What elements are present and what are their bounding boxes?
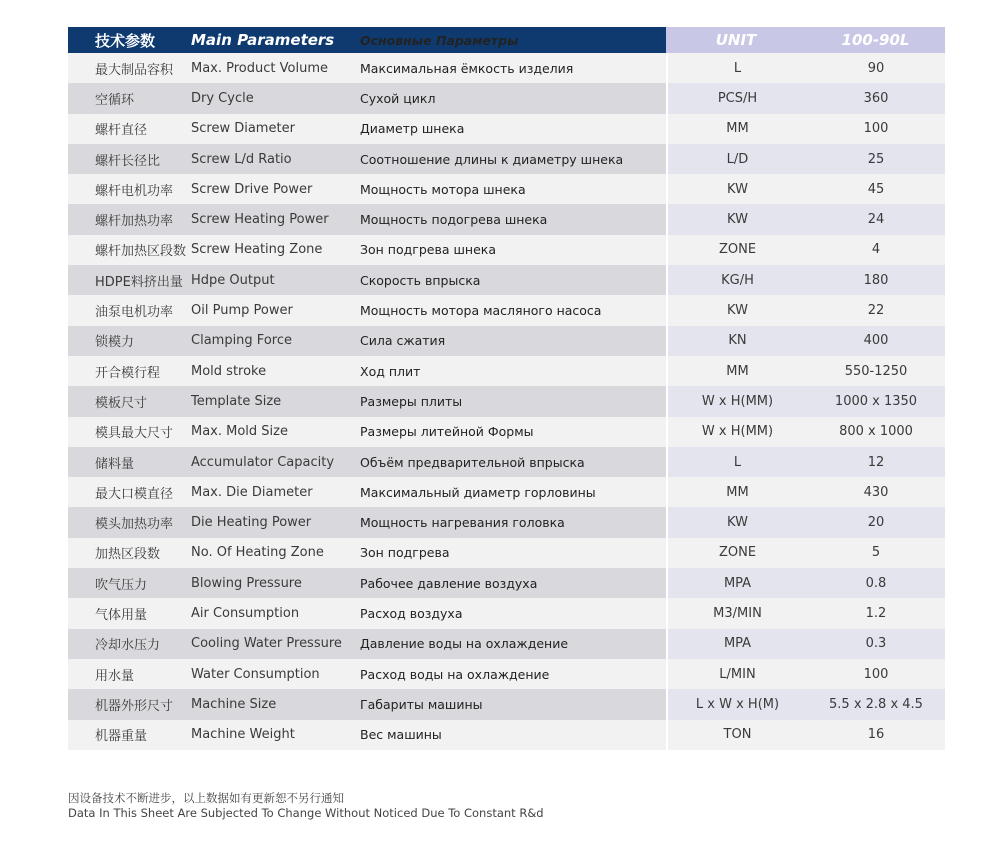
cell-en: Max. Die Diameter	[191, 484, 313, 500]
cell-value: 0.8	[865, 575, 887, 591]
row-right-band	[668, 356, 945, 386]
cell-en: Screw Heating Power	[191, 212, 329, 228]
header-right-band	[666, 27, 945, 53]
cell-en: Mold stroke	[191, 363, 267, 379]
row-right-band	[668, 659, 945, 689]
table-row	[68, 538, 945, 568]
cell-unit: MM	[726, 363, 749, 379]
cell-en: No. Of Heating Zone	[191, 545, 324, 561]
cell-value: 25	[867, 151, 885, 167]
row-right-band	[668, 295, 945, 325]
table-header	[68, 27, 945, 53]
cell-ru: Габариты машины	[360, 696, 483, 712]
cell-en: Screw Drive Power	[191, 181, 313, 197]
footnote-en: Data In This Sheet Are Subjected To Change Without Noticed Due To Constant R&d	[68, 806, 544, 820]
cell-en: Machine Weight	[191, 727, 295, 743]
cell-ru: Максимальный диаметр горловины	[360, 484, 596, 500]
cell-unit: PCS/H	[717, 90, 758, 106]
cell-en: Die Heating Power	[191, 515, 312, 531]
cell-ru: Ход плит	[360, 363, 421, 379]
cell-ru: Сухой цикл	[360, 90, 436, 106]
cell-en: Blowing Pressure	[191, 575, 302, 591]
header-ru: Основные Параметры	[360, 32, 519, 48]
table-row	[68, 144, 945, 174]
cell-unit: MM	[726, 121, 749, 137]
cell-zh: 吹气压力	[95, 577, 148, 593]
table-row	[68, 447, 945, 477]
cell-value: 5.5 x 2.8 x 4.5	[829, 696, 923, 712]
row-right-band	[668, 689, 945, 719]
cell-ru: Давление воды на охлаждение	[360, 636, 569, 652]
cell-unit: L	[733, 454, 742, 470]
table-row	[68, 53, 945, 83]
cell-zh: 模头加热功率	[95, 517, 174, 533]
cell-ru: Сила сжатия	[360, 333, 446, 349]
cell-ru: Расход воздуха	[360, 605, 463, 621]
cell-ru: Мощность мотора шнека	[360, 181, 526, 197]
cell-value: 5	[871, 545, 881, 561]
header-unit: UNIT	[715, 31, 757, 49]
row-right-band	[668, 507, 945, 537]
cell-value: 100	[863, 666, 889, 682]
row-right-band	[668, 629, 945, 659]
table-row	[68, 720, 945, 750]
row-right-band	[668, 477, 945, 507]
row-left-band	[68, 720, 666, 750]
cell-zh: 模具最大尺寸	[95, 426, 174, 442]
cell-unit: M3/MIN	[713, 605, 762, 621]
cell-ru: Максимальная ёмкость изделия	[360, 60, 574, 76]
table-row	[68, 568, 945, 598]
cell-value: 22	[867, 303, 885, 319]
cell-en: Template Size	[191, 393, 282, 409]
row-right-band	[668, 568, 945, 598]
table-row	[68, 204, 945, 234]
footnote-zh: 因设备技术不断进步，以上数据如有更新恕不另行通知	[68, 791, 344, 805]
cell-unit: L/MIN	[719, 666, 756, 682]
row-right-band	[668, 417, 945, 447]
cell-unit: KN	[728, 333, 747, 349]
cell-zh: 螺杆直径	[95, 123, 148, 139]
cell-zh: HDPE料挤出量	[95, 274, 183, 290]
row-right-band	[668, 174, 945, 204]
cell-en: Cooling Water Pressure	[191, 636, 342, 652]
cell-ru: Мощность мотора масляного насоса	[360, 303, 602, 319]
cell-unit: W x H(MM)	[701, 424, 774, 440]
cell-value: 1000 x 1350	[834, 393, 918, 409]
table-row	[68, 174, 945, 204]
row-right-band	[668, 83, 945, 113]
cell-ru: Мощность подогрева шнека	[360, 212, 548, 228]
header-zh: 技术参数	[95, 31, 156, 50]
cell-value: 4	[871, 242, 881, 258]
row-left-band	[68, 538, 666, 568]
cell-value: 180	[863, 272, 889, 288]
cell-en: Water Consumption	[191, 666, 320, 682]
table-row	[68, 417, 945, 447]
table-row	[68, 235, 945, 265]
cell-value: 100	[863, 121, 889, 137]
cell-value: 1.2	[865, 605, 887, 621]
row-right-band	[668, 144, 945, 174]
cell-unit: MPA	[723, 636, 752, 652]
row-left-band	[68, 477, 666, 507]
row-right-band	[668, 53, 945, 83]
row-right-band	[668, 447, 945, 477]
row-left-band	[68, 295, 666, 325]
row-left-band	[68, 629, 666, 659]
cell-zh: 最大制品容积	[95, 62, 174, 78]
cell-value: 360	[863, 90, 889, 106]
table-row	[68, 659, 945, 689]
row-left-band	[68, 568, 666, 598]
cell-unit: KW	[727, 515, 748, 531]
cell-zh: 螺杆电机功率	[95, 183, 174, 199]
cell-zh: 螺杆长径比	[95, 153, 161, 169]
table-row	[68, 598, 945, 628]
row-right-band	[668, 326, 945, 356]
cell-unit: L/D	[726, 151, 749, 167]
row-left-band	[68, 235, 666, 265]
cell-en: Screw Diameter	[191, 121, 295, 137]
cell-en: Air Consumption	[191, 605, 300, 621]
cell-unit: W x H(MM)	[701, 393, 774, 409]
row-right-band	[668, 598, 945, 628]
cell-zh: 开合模行程	[95, 365, 161, 381]
cell-zh: 螺杆加热区段数	[95, 244, 187, 260]
cell-unit: L	[733, 60, 742, 76]
cell-zh: 最大口模直径	[95, 486, 174, 502]
cell-en: Screw Heating Zone	[191, 242, 323, 258]
table-row	[68, 356, 945, 386]
cell-en: Clamping Force	[191, 333, 292, 349]
cell-en: Max. Mold Size	[191, 424, 288, 440]
row-left-band	[68, 659, 666, 689]
row-left-band	[68, 53, 666, 83]
cell-zh: 用水量	[95, 668, 135, 684]
cell-ru: Объём предварительной впрыска	[360, 454, 585, 470]
cell-ru: Вес машины	[360, 727, 442, 743]
row-right-band	[668, 204, 945, 234]
cell-unit: KW	[727, 212, 748, 228]
row-left-band	[68, 83, 666, 113]
cell-value: 12	[867, 454, 885, 470]
cell-en: Dry Cycle	[191, 90, 254, 106]
table-row	[68, 114, 945, 144]
cell-ru: Скорость впрыска	[360, 272, 481, 288]
table-body	[68, 53, 945, 750]
cell-value: 430	[863, 484, 889, 500]
cell-unit: KW	[727, 181, 748, 197]
cell-en: Accumulator Capacity	[191, 454, 335, 470]
cell-value: 90	[867, 60, 885, 76]
header-en: Main Parameters	[191, 31, 335, 49]
cell-value: 0.3	[865, 636, 887, 652]
cell-unit: ZONE	[718, 545, 757, 561]
cell-ru: Соотношение длины к диаметру шнека	[360, 151, 624, 167]
cell-zh: 冷却水压力	[95, 638, 161, 654]
cell-zh: 螺杆加热功率	[95, 214, 174, 230]
cell-ru: Зон подгрева	[360, 545, 450, 561]
row-left-band	[68, 598, 666, 628]
header-left-band	[68, 27, 666, 53]
row-left-band	[68, 689, 666, 719]
row-left-band	[68, 174, 666, 204]
cell-en: Hdpe Output	[191, 272, 275, 288]
row-right-band	[668, 538, 945, 568]
table-row	[68, 477, 945, 507]
cell-value: 400	[863, 333, 889, 349]
cell-unit: TON	[723, 727, 752, 743]
table-row	[68, 507, 945, 537]
cell-ru: Зон подгрева шнека	[360, 242, 496, 258]
cell-zh: 锁模力	[95, 335, 135, 351]
table-row	[68, 295, 945, 325]
row-left-band	[68, 507, 666, 537]
cell-value: 800 x 1000	[839, 424, 913, 440]
cell-zh: 油泵电机功率	[95, 305, 174, 321]
header-model: 100-90L	[841, 31, 910, 49]
cell-zh: 机器外形尺寸	[95, 698, 174, 714]
cell-zh: 机器重量	[95, 729, 148, 745]
cell-value: 20	[867, 515, 885, 531]
table-row	[68, 629, 945, 659]
row-right-band	[668, 386, 945, 416]
cell-unit: MM	[726, 484, 749, 500]
table-row	[68, 689, 945, 719]
table-row	[68, 83, 945, 113]
cell-ru: Размеры литейной Формы	[360, 424, 534, 440]
row-left-band	[68, 204, 666, 234]
table-row	[68, 386, 945, 416]
table-row	[68, 326, 945, 356]
cell-ru: Диаметр шнека	[360, 121, 465, 137]
cell-unit: KG/H	[721, 272, 754, 288]
row-left-band	[68, 386, 666, 416]
cell-unit: KW	[727, 303, 748, 319]
cell-en: Machine Size	[191, 696, 277, 712]
cell-en: Oil Pump Power	[191, 303, 293, 319]
cell-ru: Рабочее давление воздуха	[360, 575, 538, 591]
table-row	[68, 265, 945, 295]
row-left-band	[68, 265, 666, 295]
row-left-band	[68, 447, 666, 477]
cell-unit: L x W x H(M)	[695, 696, 780, 712]
cell-unit: ZONE	[718, 242, 757, 258]
cell-value: 550-1250	[844, 363, 908, 379]
row-right-band	[668, 114, 945, 144]
cell-en: Screw L/d Ratio	[191, 151, 292, 167]
cell-zh: 加热区段数	[95, 547, 161, 563]
cell-zh: 模板尺寸	[95, 395, 148, 411]
row-right-band	[668, 265, 945, 295]
row-right-band	[668, 720, 945, 750]
row-left-band	[68, 417, 666, 447]
row-left-band	[68, 326, 666, 356]
cell-zh: 储料量	[95, 456, 135, 472]
row-left-band	[68, 356, 666, 386]
cell-zh: 空循环	[95, 92, 135, 108]
cell-value: 16	[867, 727, 885, 743]
cell-unit: MPA	[723, 575, 752, 591]
cell-value: 45	[867, 181, 885, 197]
spec-table	[68, 27, 945, 750]
cell-ru: Размеры плиты	[360, 393, 463, 409]
row-right-band	[668, 235, 945, 265]
cell-ru: Расход воды на охлаждение	[360, 666, 550, 682]
row-left-band	[68, 144, 666, 174]
cell-zh: 气体用量	[95, 607, 148, 623]
cell-en: Max. Product Volume	[191, 60, 328, 76]
row-left-band	[68, 114, 666, 144]
cell-value: 24	[867, 212, 885, 228]
cell-ru: Мощность нагревания головка	[360, 515, 565, 531]
